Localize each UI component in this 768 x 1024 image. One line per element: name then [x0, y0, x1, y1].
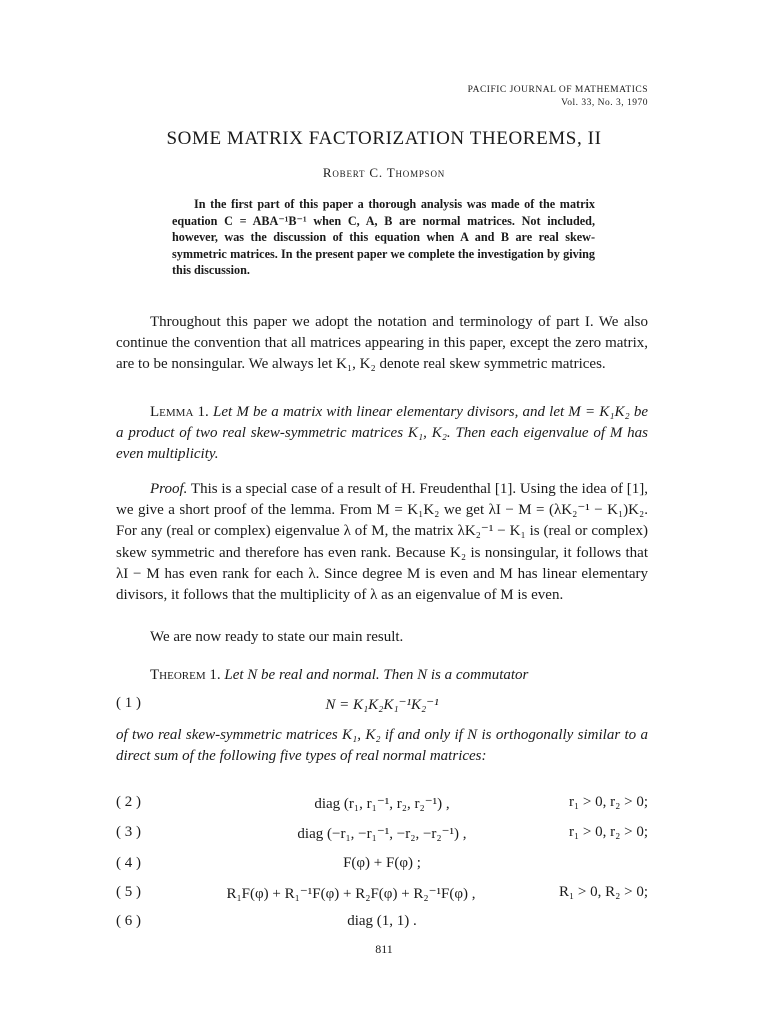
- abstract-text: In the first part of this paper a thorough analysis was made of the matrix equation C = ABA⁻¹B⁻¹ when C, A, B are normal matrices. Not included, however, was the discussion of this equation when A and B are real skew-symmetric matrices. In the present paper we complete the investigation by giving this discussion.: [172, 197, 595, 278]
- lemma-text: Let M be a matrix with linear elementary divisors, and let M = K₁K₂ be a product of two real skew-symmetric matrices K₁, K₂. Then each eigenvalue of M has even multiplicity.: [116, 404, 649, 463]
- proof-text: This is a special case of a result of H. Freudenthal [1]. Using the idea of [1], we give a short proof of the lemma. From M = K₁K₂ we get λI − M = (λK₂⁻¹ − K₁)K₂. For any (real or complex) eigenvalue λ of M, the matrix λK₂⁻¹ − K₁ is (real or complex) skew symmetric and therefore has even rank. Because K₂ is nonsingular, it follows that λI − M has even rank for each λ. Since degree M is even and M has linear elementary divisors, it follows that the multiplicity of λ as an eigenvalue of M is even.: [116, 481, 649, 604]
- paper-author: Robert C. Thompson: [322, 165, 446, 180]
- equation-expression: diag (r₁, r₁⁻¹, r₂, r₂⁻¹) ,: [314, 796, 450, 812]
- lemma-label: Lemma 1.: [150, 404, 209, 420]
- journal-name: PACIFIC JOURNAL OF MATHEMATICS: [467, 85, 648, 95]
- equation-number: ( 1 ): [116, 695, 141, 711]
- equation-number: ( 3 ): [116, 824, 141, 840]
- equation-condition: r₁ > 0, r₂ > 0;: [568, 794, 648, 810]
- equation-3: [116, 824, 648, 846]
- lemma-1: [116, 402, 648, 466]
- paper-title: SOME MATRIX FACTORIZATION THEOREMS, II: [166, 128, 602, 149]
- equation-expression: F(φ) + F(φ) ;: [343, 855, 421, 871]
- proof: [116, 479, 648, 606]
- equation-5: [116, 884, 648, 906]
- equation-2: [116, 794, 648, 816]
- equation-condition: R₁ > 0, R₂ > 0;: [558, 884, 648, 900]
- theorem-continuation: [116, 725, 648, 767]
- equation-expression: diag (−r₁, −r₁⁻¹, −r₂, −r₂⁻¹) ,: [297, 826, 467, 842]
- proof-label: Proof.: [150, 481, 188, 497]
- equation-1: [116, 695, 648, 717]
- theorem-continuation-text: of two real skew-symmetric matrices K₁, K₂ if and only if N is orthogonally similar to a direct sum of the following five types of real normal matrices:: [116, 727, 648, 765]
- journal-header: [468, 84, 648, 110]
- theorem-label: Theorem 1.: [150, 667, 221, 683]
- ready-text: We are now ready to state our main result.: [150, 629, 404, 645]
- intro-text: Throughout this paper we adopt the notation and terminology of part I. We also continue the convention that all matrices appearing in this paper, except the zero matrix, are to be nonsingular. We always let K₁, K₂ denote real skew symmetric matrices.: [116, 314, 648, 373]
- equation-condition: r₁ > 0, r₂ > 0;: [568, 824, 648, 840]
- theorem-text: Let N be real and normal. Then N is a commutator: [224, 667, 529, 683]
- equation-expression: R₁F(φ) + R₁⁻¹F(φ) + R₂F(φ) + R₂⁻¹F(φ) ,: [226, 886, 476, 902]
- equation-number: ( 5 ): [116, 884, 141, 900]
- theorem-1: [116, 665, 648, 686]
- equation-4: [116, 855, 648, 877]
- equation-6: [116, 913, 648, 935]
- ready-paragraph: [116, 627, 648, 648]
- intro-paragraph: [116, 312, 648, 376]
- page-number: 811: [375, 942, 393, 956]
- equation-number: ( 4 ): [116, 855, 141, 871]
- equation-expression: N = K₁K₂K₁⁻¹K₂⁻¹: [325, 697, 439, 713]
- equation-expression: diag (1, 1) .: [347, 913, 417, 929]
- equation-number: ( 2 ): [116, 794, 141, 810]
- abstract: [172, 196, 595, 279]
- equation-number: ( 6 ): [116, 913, 141, 929]
- journal-volume: Vol. 33, No. 3, 1970: [561, 98, 648, 108]
